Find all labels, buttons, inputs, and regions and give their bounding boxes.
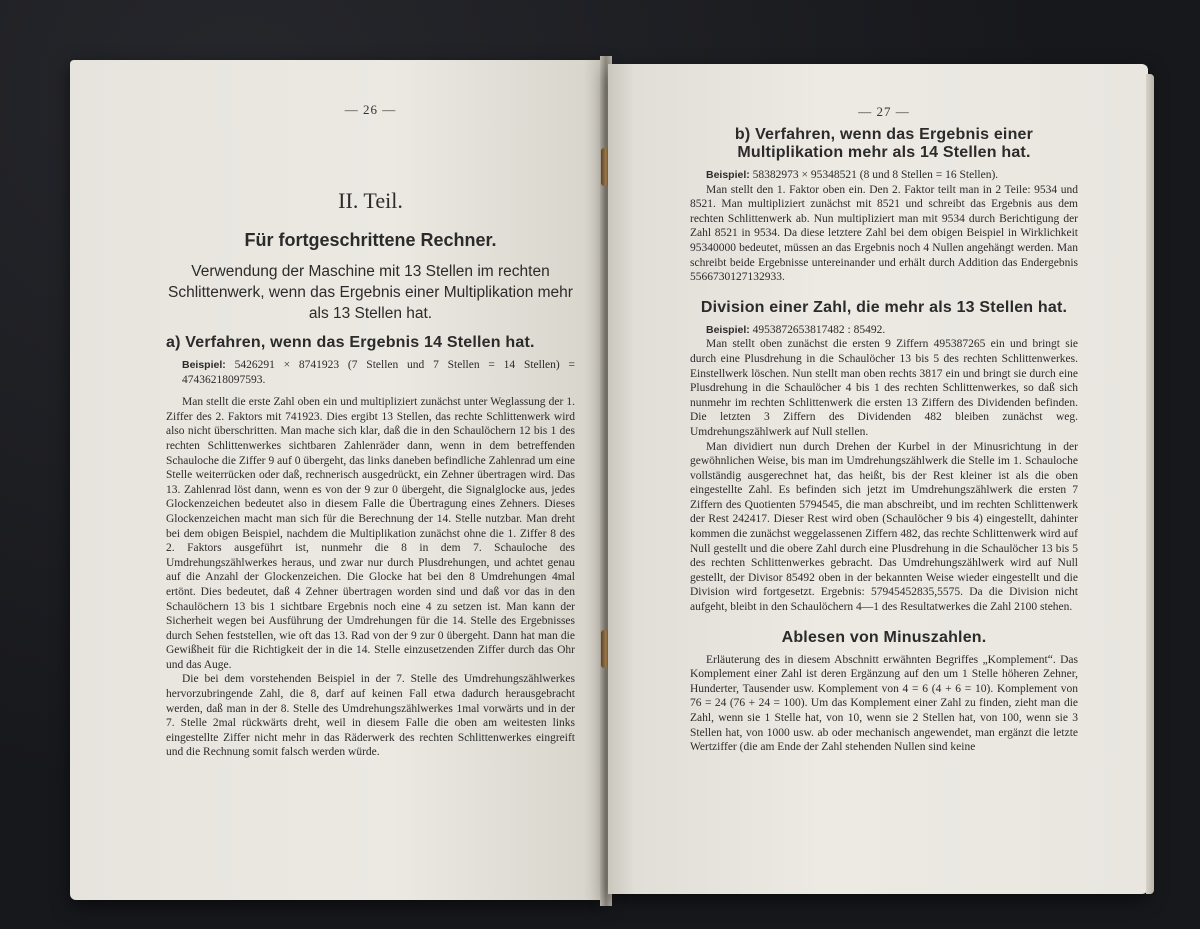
example-value: 4953872653817482 : 85492. [752, 323, 886, 336]
example-value: 58382973 × 95348521 (8 und 8 Stellen = 16 Stellen). [752, 169, 999, 181]
chapter-subheading: Verwendung der Maschine mit 13 Stellen im rechten Schlittenwerk, wenn das Ergebnis einer Multiplikation mehr als 13 Stellen hat. [168, 263, 573, 322]
paragraph: Man dividiert nun durch Drehen der Kurbel in der Minusrichtung in der gewöhnlichen Weise, bis man im Umdrehungszählwerk die Stelle im 1. Schauloche vollständig ausgerechnet hat, das heißt, bis der Rest kleiner ist als die oben eingestellte Zahl. Es befinden sich jetzt im Umdrehungszählwerk die ersten 7 Ziffern des Quotienten 5794545, die man abschreibt, und im rechten Schlittenwerk der Rest 242417. Dieser Rest wird oben (Schaulöcher 9 bis 4) eingestellt, dahinter kommen die zunächst weggelassenen Ziffern 482, das rechte Schlittenwerk wird auf Null gestellt und die obere Zahl durch eine Plusdrehung in die Schaulöcher 13 bis 5 des rechten Schlittenwerkes gebracht. Das Umdrehungszählwerk wird auf Null gestellt, der Divisor 85492 oben in der bekannten Weise wieder eingestellt und die Division wird fortgesetzt. Ergebnis: 57945452835,5575. Da die Division nicht aufgeht, bleibt in den Schaulöchern 4—1 des Resultatwerkes die Zahl 2100 stehen. [690, 440, 1078, 614]
example-a [166, 358, 575, 387]
section-a-title: a) Verfahren, wenn das Ergebnis 14 Stellen hat. [166, 334, 535, 351]
example-label: Beispiel: [706, 323, 750, 336]
example-label: Beispiel: [706, 169, 750, 181]
open-booklet [60, 56, 1160, 914]
paragraph: Die bei dem vorstehenden Beispiel in der 7. Stelle des Umdrehungszählwerkes hervorzubringende Zahl, die 8, darf auf keinen Fall etwa dadurch herausgebracht werden, daß man in der 8. Stelle des Umdrehungszählwerkes 1mal vorwärts und in der 7. Stelle 2mal rückwärts dreht, weil in diesem Falle die oben am weitesten links eingestellte Ziffer nicht mehr in das Räderwerk des rechten Schlittenwerkes eingreift und die Rechnung somit falsch werden würde. [166, 673, 575, 759]
example-b [690, 168, 1078, 183]
right-page [608, 64, 1148, 894]
page-number-right: — 27 — [858, 104, 910, 119]
paragraph: Man stellt oben zunächst die ersten 9 Ziffern 495387265 ein und bringt sie durch eine Plusdrehung in die Schaulöcher 13 bis 5 des rechten Schlittenwerkes. Einstellwerk löschen. Nun stellt man oben rechts 3817 ein und bringt sie durch eine Plusdrehung in die Schaulöcher 4 bis 1 des rechten Schlittenwerkes, so daß sich nunmehr im rechten Schlittenwerk die ersten 13 Ziffern des Dividenden befinden. Die letzten 3 Ziffern des Dividenden 482 bleiben zunächst weg. Umdrehungszählwerk auf Null stellen. [690, 338, 1078, 438]
section-b-title: b) Verfahren, wenn das Ergebnis einer Multiplikation mehr als 14 Stellen hat. [734, 126, 1034, 161]
paragraph: Man stellt die erste Zahl oben ein und multipliziert zunächst unter Weglassung der 1. Ziffer des 2. Faktors mit 741923. Dies ergibt 13 Stellen, das rechte Schlittenwerk wird also nicht überschritten. Man mache sich klar, daß die in den Schaulöchern 12 bis 1 des rechten Schlittenwerkes sichtbaren Zahlenräder dann, wenn in dem betreffenden Schauloche die Ziffer 9 auf 0 übergeht, das links daneben befindliche Zahlenrad um eine Stelle weiterrücken oder daß, rechnerisch ausgedrückt, ein Zehner übertragen wird. Das 13. Zahlenrad löst dann, wenn es von der 9 zur 0 übergeht, die Signalglocke aus, jedes Glockenzeichen bedeutet also in diesem Falle die Übertragung eines Zehners. Dieses Glockenzeichen macht man sich für die Berechnung der 14. Stelle nutzbar. Man dreht bei dem obigen Beispiel, nachdem die Multiplikation zunächst ohne die 1. Ziffer 8 des 2. Faktors ausgeführt ist, nunmehr die 8 in dem 7. Schauloche des Umdrehungszählwerkes heraus, und zwar nur durch Plusdrehungen, und achtet genau auf die Anzahl der Glockenzeichen. Die Glocke hat bei den 8 Umdrehungen 4mal ertönt. Dies bedeutet, daß 4 Zehner übertragen worden sind und daß vor das in den Schaulöchern 13 bis 1 sichtbare Ergebnis noch eine 4 zu setzen ist. Man kann der Sicherheit wegen bei Ausführung der Umdrehungen für die 14. Stelle des Ergebnisses durch Sehen feststellen, wie oft das 13. Rad von der 9 zur 0 übergeht. Dann hat man die Gewißheit für die Richtigkeit der in die 14. Stelle einzusetzenden Ziffer durch das Ohr und das Auge. [166, 396, 575, 671]
page-edge [1146, 74, 1154, 894]
minus-title: Ablesen von Minuszahlen. [781, 628, 987, 646]
paragraph: Man stellt den 1. Faktor oben ein. Den 2. Faktor teilt man in 2 Teile: 9534 und 8521. Man multipliziert zunächst mit 8521 und schreibt das Ergebnis aus dem rechten Schlittenwerk ab. Nun multipliziert man mit 9534 durch Berichtigung der Zahl 8521 in 9534. Da diese letztere Zahl bei dem obigen Beispiel in Wirklichkeit 95340000 bedeutet, müssen an das Ergebnis noch 4 Nullen angehängt werden. Man schreibt beide Ergebnisse untereinander und erhält durch Addition das Endergebnis 5566730127132933. [690, 183, 1078, 284]
paragraph: Erläuterung des in diesem Abschnitt erwähnten Begriffes „Komplement“. Das Komplement einer Zahl ist deren Ergänzung auf den um 1 Stelle höheren Zehner, Hunderter, Tausender usw. Komplement von 4 = 6 (4 + 6 = 10). Komplement von 76 = 24 (76 + 24 = 100). Um das Komplement einer Zahl zu finden, zieht man die Zahl, wenn sie 1 Stelle hat, von 10, wenn sie 2 Stellen hat, von 100, wenn sie 3 Stellen hat, von 1000 usw. ab oder mechanisch angewendet, man ergänzt die letzte Wertziffer (die am Ende der Zahl stehenden Nullen sind keine [690, 653, 1078, 754]
example-value: 5426291 × 8741923 (7 Stellen und 7 Stellen = 14 Stellen) = 47436218097593. [182, 359, 575, 386]
example-d [690, 323, 1078, 338]
page-number-left: — 26 — [344, 102, 397, 117]
chapter-heading: Für fortgeschrittene Rechner. [244, 230, 497, 250]
part-title: II. Teil. [338, 188, 403, 213]
left-page [70, 60, 605, 900]
division-title: Division einer Zahl, die mehr als 13 Stellen hat. [700, 298, 1068, 316]
example-label: Beispiel: [182, 359, 226, 371]
